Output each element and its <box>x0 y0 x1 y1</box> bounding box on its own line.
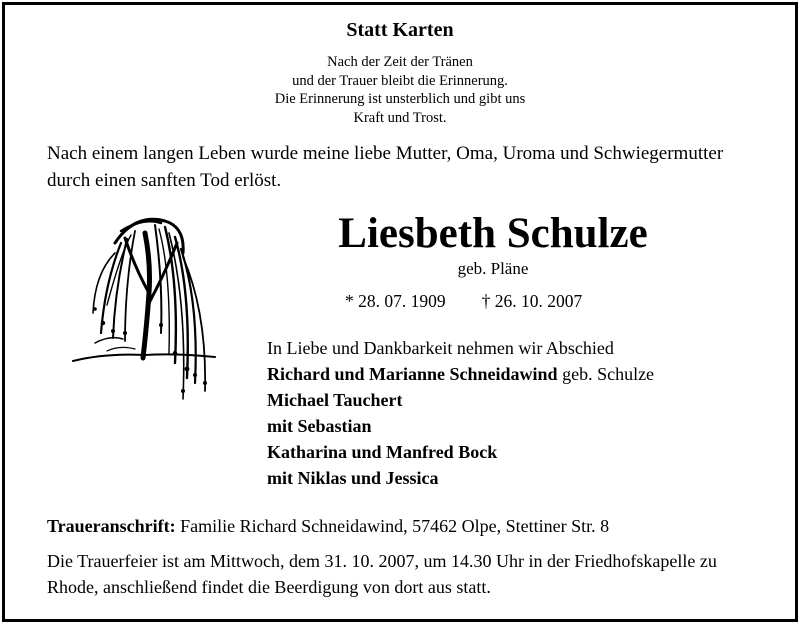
poem-line: Nach der Zeit der Tränen <box>327 54 473 70</box>
birth-date: * 28. 07. 1909 <box>345 291 446 311</box>
mourner-line <box>267 413 654 439</box>
mourner-suffix: geb. Schulze <box>557 364 655 384</box>
mourner-line <box>267 361 654 387</box>
obituary-notice <box>2 2 798 622</box>
mourner-line <box>267 387 654 413</box>
mourner-name: mit Sebastian <box>267 416 372 436</box>
deceased-name: Liesbeth Schulze <box>338 210 648 257</box>
intro-text: Nach einem langen Leben wurde meine liebe Mutter, Oma, Uroma und Schwiegermutter durch einen sanften Tod erlöst. <box>47 143 724 191</box>
mourner-name: mit Niklas und Jessica <box>267 468 439 488</box>
mourner-name: Katharina und Manfred Bock <box>267 442 498 462</box>
notice-header: Statt Karten <box>346 19 454 41</box>
poem <box>5 53 795 127</box>
funeral-info: Die Trauerfeier ist am Mittwoch, dem 31. 10. 2007, um 14.30 Uhr in der Friedhofskapelle zu Rhode, anschließend findet die Beerdigung von dort aus statt. <box>47 551 717 597</box>
mourner-line <box>267 439 654 465</box>
poem-line: Kraft und Trost. <box>353 109 447 126</box>
mourner-line <box>267 465 654 491</box>
address-value: Familie Richard Schneidawind, 57462 Olpe, Stettiner Str. 8 <box>175 516 610 536</box>
poem-line: Die Erinnerung ist unsterblich und gibt uns <box>274 91 526 107</box>
birth-name: geb. Pläne <box>457 259 529 278</box>
death-date: † 26. 10. 2007 <box>481 291 583 311</box>
weeping-willow-icon <box>65 213 225 413</box>
poem-line: und der Trauer bleibt die Erinnerung. <box>292 72 508 89</box>
mourner-name: Richard und Marianne Schneidawind <box>267 364 558 384</box>
farewell-text: In Liebe und Dankbarkeit nehmen wir Abschied <box>267 338 614 358</box>
address-label: Traueranschrift: <box>47 516 176 536</box>
mourner-name: Michael Tauchert <box>267 390 403 410</box>
mourning-address <box>47 516 609 537</box>
life-dates <box>345 291 582 312</box>
mourners <box>267 335 654 491</box>
